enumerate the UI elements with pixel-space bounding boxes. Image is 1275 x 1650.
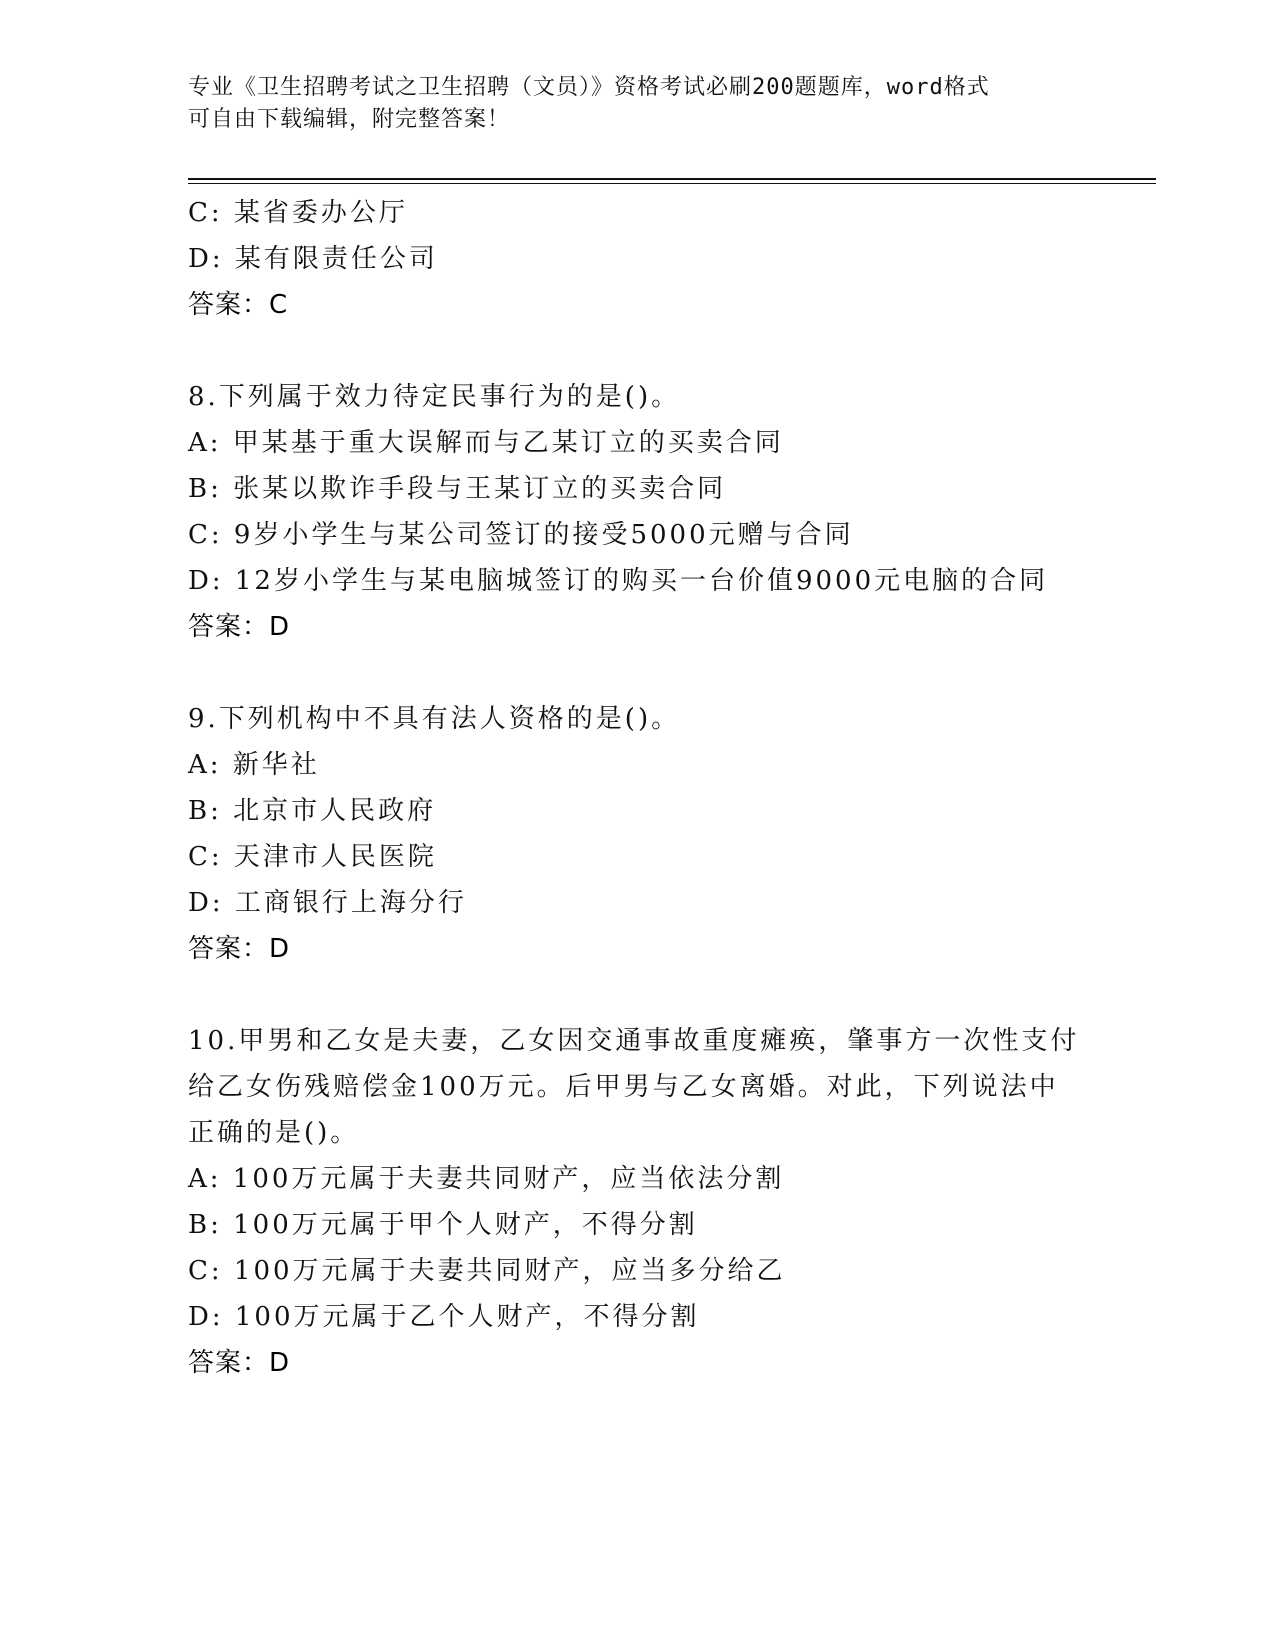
question-9-option-c: C: 天津市人民医院 [188,842,437,872]
question-list [188,190,1128,1386]
question-10-answer: 答案：D [188,1348,291,1378]
question-10-option-b: B: 100万元属于甲个人财产，不得分割 [188,1210,698,1240]
header-title-line-1: 专业《卫生招聘考试之卫生招聘（文员）》资格考试必刷200题题库，word格式 [188,75,990,100]
question-9-option-b: B: 北京市人民政府 [188,796,437,826]
question-7-tail [188,190,1128,328]
header-divider-thick [188,178,1156,180]
question-7-option-d: D: 某有限责任公司 [188,244,438,274]
spacer [188,972,1128,1018]
question-7-option-c: C: 某省委办公厅 [188,198,408,228]
question-7-answer: 答案：C [188,290,289,320]
spacer [188,650,1128,696]
question-10 [188,1018,1128,1386]
question-8-option-b: B: 张某以欺诈手段与王某订立的买卖合同 [188,474,727,504]
question-9 [188,696,1128,972]
header-title-line-2: 可自由下载编辑，附完整答案！ [188,107,511,132]
document-header [188,72,1088,136]
question-9-option-a: A: 新华社 [188,750,320,780]
question-10-stem-line-1: 10.甲男和乙女是夫妻，乙女因交通事故重度瘫痪，肇事方一次性支付 [188,1026,1080,1056]
question-10-option-d: D: 100万元属于乙个人财产，不得分割 [188,1302,700,1332]
question-10-stem-line-2: 给乙女伤残赔偿金100万元。后甲男与乙女离婚。对此，下列说法中 [188,1072,1059,1102]
question-8 [188,374,1128,650]
question-10-option-c: C: 100万元属于夫妻共同财产，应当多分给乙 [188,1256,786,1286]
header-divider-thin [188,183,1156,184]
question-9-answer: 答案：D [188,934,291,964]
question-8-stem: 8.下列属于效力待定民事行为的是()。 [188,382,681,412]
question-9-option-d: D: 工商银行上海分行 [188,888,467,918]
question-9-stem: 9.下列机构中不具有法人资格的是()。 [188,704,681,734]
question-8-option-a: A: 甲某基于重大误解而与乙某订立的买卖合同 [188,428,784,458]
question-8-option-d: D: 12岁小学生与某电脑城签订的购买一台价值9000元电脑的合同 [188,566,1049,596]
question-8-option-c: C: 9岁小学生与某公司签订的接受5000元赠与合同 [188,520,854,550]
question-10-option-a: A: 100万元属于夫妻共同财产，应当依法分割 [188,1164,785,1194]
question-10-stem-line-3: 正确的是()。 [188,1118,360,1148]
spacer [188,328,1128,374]
question-8-answer: 答案：D [188,612,291,642]
